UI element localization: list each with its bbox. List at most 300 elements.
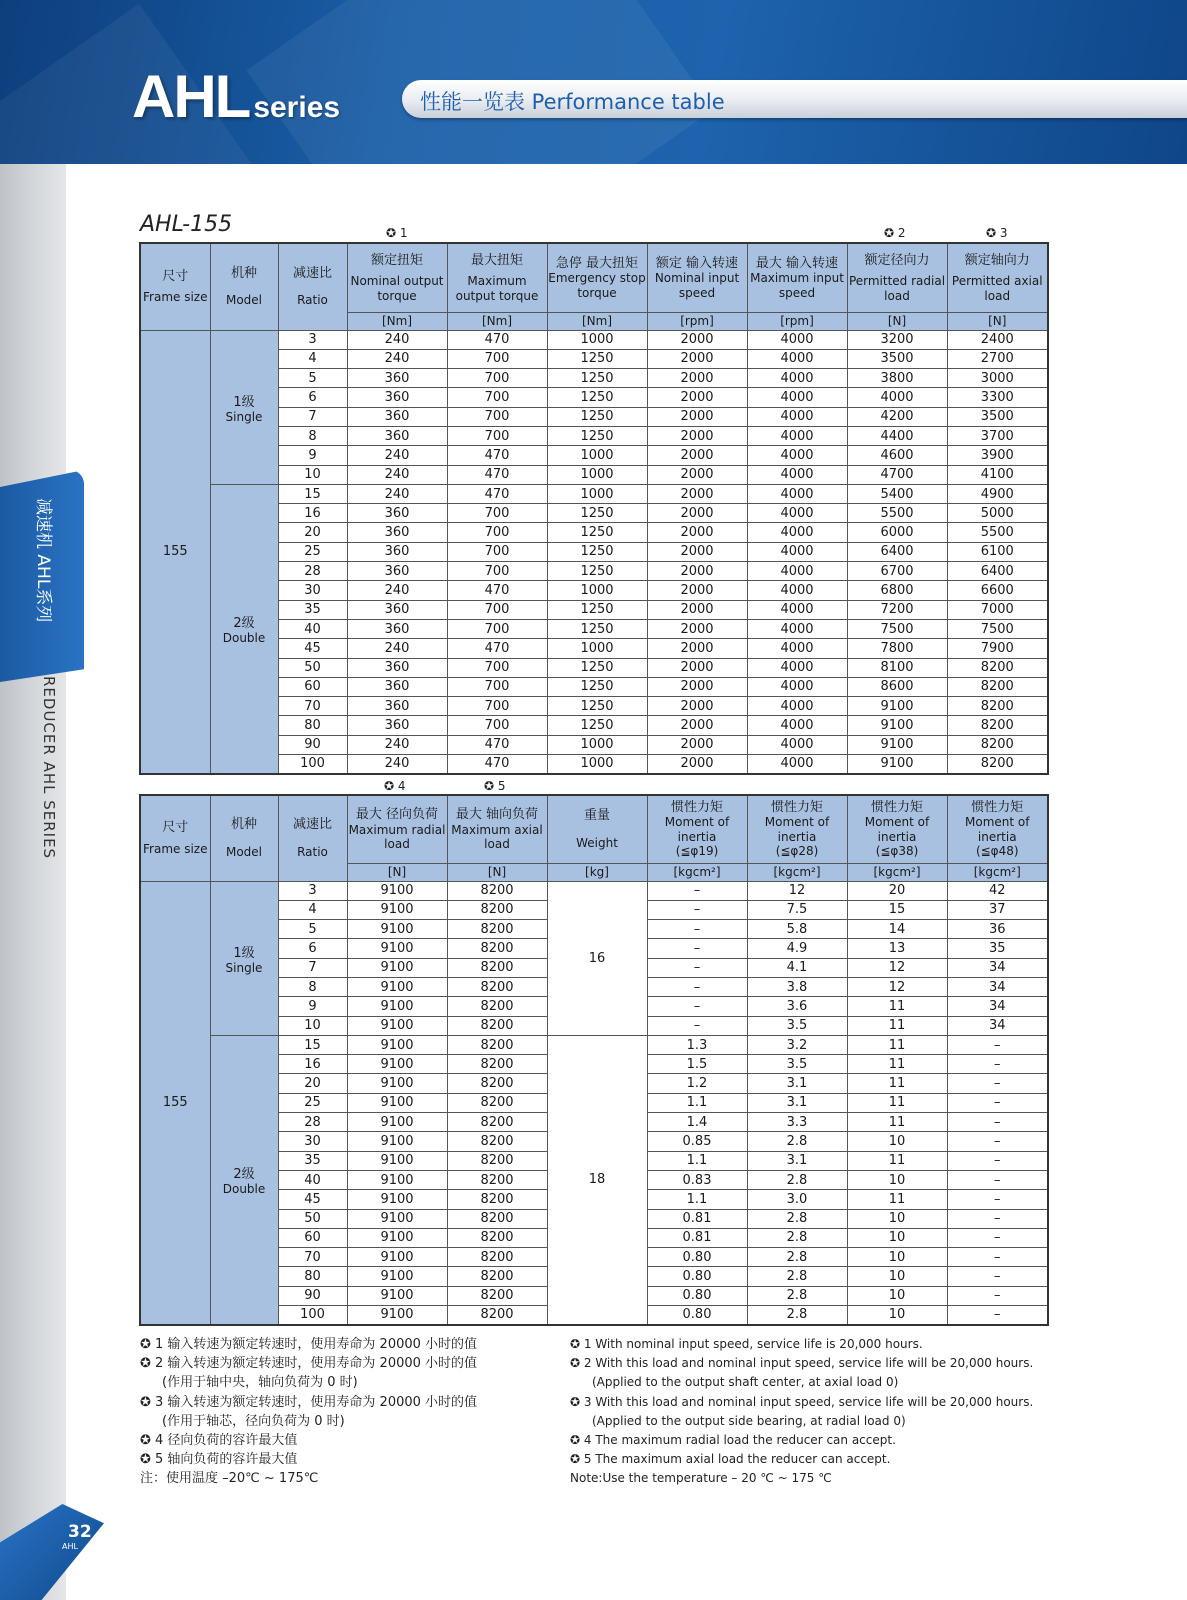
value-cell: 3500 — [947, 407, 1048, 426]
value-cell: 11 — [847, 1016, 947, 1035]
ratio-cell: 70 — [278, 1248, 347, 1267]
value-cell: 2000 — [647, 523, 747, 542]
side-strip-divider — [66, 164, 70, 1600]
value-cell: 0.80 — [647, 1267, 747, 1286]
value-cell: 8200 — [447, 1151, 547, 1170]
value-cell: 9100 — [347, 920, 447, 939]
value-cell: 2400 — [947, 330, 1048, 349]
value-cell: 8200 — [947, 755, 1048, 774]
value-cell: 11 — [847, 1151, 947, 1170]
value-cell: 4000 — [747, 388, 847, 407]
value-cell: 6700 — [847, 562, 947, 581]
value-cell: – — [947, 1267, 1048, 1286]
header-radial-load: 额定径向力 Permitted radial load — [847, 243, 947, 312]
ratio-cell: 20 — [278, 1074, 347, 1093]
ratio-cell: 16 — [278, 504, 347, 523]
header-inertia-19: 惯性力矩 Moment of inertia (≦φ19) — [647, 795, 747, 863]
value-cell: 2.8 — [747, 1267, 847, 1286]
ratio-cell: 25 — [278, 1093, 347, 1112]
value-cell: 4.1 — [747, 958, 847, 977]
value-cell: – — [947, 1113, 1048, 1132]
value-cell: – — [947, 1035, 1048, 1054]
ratio-cell: 28 — [278, 562, 347, 581]
ratio-cell: 40 — [278, 1170, 347, 1189]
value-cell: 3800 — [847, 369, 947, 388]
value-cell: 9100 — [347, 900, 447, 919]
value-cell: 1250 — [547, 677, 647, 696]
brand-suffix: series — [253, 91, 341, 124]
table-row — [140, 330, 1048, 349]
header-max-torque: 最大扭矩 Maximum output torque — [447, 243, 547, 312]
ratio-cell: 20 — [278, 523, 347, 542]
value-cell: 9100 — [847, 716, 947, 735]
value-cell: 1.3 — [647, 1035, 747, 1054]
ratio-cell: 8 — [278, 977, 347, 996]
unit-nominal-speed: [rpm] — [647, 312, 747, 330]
value-cell: 10 — [847, 1248, 947, 1267]
value-cell: 34 — [947, 997, 1048, 1016]
value-cell: 4000 — [747, 697, 847, 716]
ratio-cell: 45 — [278, 1190, 347, 1209]
model-label-zh: 1级 — [233, 945, 255, 961]
value-cell: 6800 — [847, 581, 947, 600]
value-cell: 4000 — [747, 581, 847, 600]
value-cell: 37 — [947, 900, 1048, 919]
value-cell: 8200 — [447, 977, 547, 996]
value-cell: 3500 — [847, 349, 947, 368]
value-cell: 1.1 — [647, 1190, 747, 1209]
ratio-cell: 16 — [278, 1055, 347, 1074]
value-cell: 3900 — [947, 446, 1048, 465]
value-cell: 11 — [847, 1055, 947, 1074]
ratio-cell: 4 — [278, 349, 347, 368]
ratio-cell: 45 — [278, 639, 347, 658]
header-max-radial-load: 最大 径向负荷 Maximum radial load — [347, 795, 447, 863]
note-en-2: ✪ 2 With this load and nominal input speed, service life will be 20,000 hours. — [570, 1356, 1034, 1371]
value-cell: 360 — [347, 677, 447, 696]
value-cell: 2000 — [647, 349, 747, 368]
value-cell: 7500 — [847, 619, 947, 638]
unit-max-speed: [rpm] — [747, 312, 847, 330]
value-cell: 470 — [447, 755, 547, 774]
model-label-en: Single — [225, 409, 263, 424]
value-cell: – — [647, 900, 747, 919]
value-cell: 9100 — [347, 1267, 447, 1286]
unit-inertia-48: [kgcm²] — [947, 863, 1048, 881]
ratio-cell: 30 — [278, 1132, 347, 1151]
value-cell: 3.5 — [747, 1016, 847, 1035]
header-emergency-torque: 急停 最大扭矩 Emergency stop torque — [547, 243, 647, 312]
value-cell: 10 — [847, 1132, 947, 1151]
value-cell: 700 — [447, 369, 547, 388]
value-cell: 4000 — [747, 349, 847, 368]
value-cell: 8200 — [447, 1074, 547, 1093]
value-cell: 1000 — [547, 639, 647, 658]
value-cell: 6600 — [947, 581, 1048, 600]
value-cell: 3200 — [847, 330, 947, 349]
value-cell: 1250 — [547, 426, 647, 445]
value-cell: 1250 — [547, 369, 647, 388]
value-cell: – — [647, 977, 747, 996]
ratio-cell: 6 — [278, 388, 347, 407]
value-cell: 4000 — [747, 619, 847, 638]
value-cell: 8200 — [947, 677, 1048, 696]
note-mark-4: ✪ 4 — [384, 779, 406, 793]
note-zh-2: ✪ 2 输入转速为额定转速时，使用寿命为 20000 小时的值 — [140, 1356, 478, 1372]
value-cell: 2000 — [647, 426, 747, 445]
value-cell: 1000 — [547, 484, 647, 503]
value-cell: 8200 — [447, 1113, 547, 1132]
value-cell: 7.5 — [747, 900, 847, 919]
page-series-label: AHL — [62, 1542, 78, 1551]
value-cell: 5.8 — [747, 920, 847, 939]
value-cell: 4700 — [847, 465, 947, 484]
value-cell: 2000 — [647, 658, 747, 677]
unit-max-radial-load: [N] — [347, 863, 447, 881]
performance-table-load-inertia — [139, 794, 1049, 1326]
model-label-en: Double — [222, 1182, 266, 1197]
value-cell: 4000 — [747, 716, 847, 735]
value-cell: 360 — [347, 504, 447, 523]
value-cell: 1.4 — [647, 1113, 747, 1132]
table-row — [140, 484, 1048, 503]
value-cell: – — [647, 939, 747, 958]
value-cell: 9100 — [847, 735, 947, 754]
value-cell: 4000 — [747, 446, 847, 465]
model-label-en: Double — [222, 631, 266, 646]
value-cell: 8200 — [447, 1286, 547, 1305]
value-cell: 10 — [847, 1170, 947, 1189]
note-zh-5: ✪ 5 轴向负荷的容许最大值 — [140, 1452, 298, 1468]
section-label-english: REDUCER AHL SERIES — [40, 676, 58, 860]
value-cell: 4.9 — [747, 939, 847, 958]
value-cell: 10 — [847, 1228, 947, 1247]
value-cell: 8200 — [447, 900, 547, 919]
value-cell: 11 — [847, 1093, 947, 1112]
ratio-cell: 8 — [278, 426, 347, 445]
ratio-cell: 60 — [278, 677, 347, 696]
value-cell: 240 — [347, 735, 447, 754]
value-cell: 2000 — [647, 369, 747, 388]
value-cell: 0.83 — [647, 1170, 747, 1189]
weight-cell-double: 18 — [547, 1035, 647, 1324]
value-cell: 8200 — [447, 939, 547, 958]
value-cell: 1.5 — [647, 1055, 747, 1074]
ratio-cell: 100 — [278, 755, 347, 774]
header-max-speed: 最大 输入转速 Maximum input speed — [747, 243, 847, 312]
value-cell: 3.1 — [747, 1093, 847, 1112]
value-cell: 4000 — [747, 639, 847, 658]
header-axial-load: 额定轴向力 Permitted axial load — [947, 243, 1048, 312]
value-cell: 240 — [347, 446, 447, 465]
value-cell: 2.8 — [747, 1228, 847, 1247]
value-cell: – — [947, 1093, 1048, 1112]
value-cell: 9100 — [347, 1093, 447, 1112]
value-cell: 8200 — [447, 1190, 547, 1209]
value-cell: 9100 — [347, 1035, 447, 1054]
value-cell: 4000 — [747, 426, 847, 445]
header-inertia-48: 惯性力矩 Moment of inertia (≦φ48) — [947, 795, 1048, 863]
value-cell: 470 — [447, 446, 547, 465]
value-cell: 3.0 — [747, 1190, 847, 1209]
value-cell: 11 — [847, 1074, 947, 1093]
note-zh-1: ✪ 1 输入转速为额定转速时，使用寿命为 20000 小时的值 — [140, 1337, 478, 1352]
value-cell: 2000 — [647, 330, 747, 349]
value-cell: 9100 — [847, 697, 947, 716]
value-cell: 12 — [747, 881, 847, 900]
unit-inertia-19: [kgcm²] — [647, 863, 747, 881]
value-cell: 0.81 — [647, 1228, 747, 1247]
value-cell: 360 — [347, 407, 447, 426]
value-cell: 15 — [847, 900, 947, 919]
value-cell: 1.1 — [647, 1151, 747, 1170]
unit-inertia-28: [kgcm²] — [747, 863, 847, 881]
value-cell: 6400 — [947, 562, 1048, 581]
value-cell: 4000 — [747, 369, 847, 388]
table1-header — [140, 243, 1048, 330]
value-cell: 1000 — [547, 581, 647, 600]
value-cell: – — [647, 920, 747, 939]
table2-header — [140, 795, 1048, 881]
title-pill — [402, 80, 1187, 118]
value-cell: 0.81 — [647, 1209, 747, 1228]
value-cell: 3.6 — [747, 997, 847, 1016]
value-cell: 10 — [847, 1286, 947, 1305]
value-cell: 2000 — [647, 755, 747, 774]
value-cell: 2000 — [647, 484, 747, 503]
header-banner — [0, 0, 1187, 164]
value-cell: 4000 — [747, 735, 847, 754]
note-en-2-detail: (Applied to the output shaft center, at axial load 0) — [592, 1375, 899, 1390]
value-cell: 240 — [347, 639, 447, 658]
unit-weight: [kg] — [547, 863, 647, 881]
value-cell: 700 — [447, 697, 547, 716]
value-cell: 700 — [447, 716, 547, 735]
value-cell: – — [947, 1209, 1048, 1228]
value-cell: 2000 — [647, 639, 747, 658]
note-en-5: ✪ 5 The maximum axial load the reducer can accept. — [570, 1452, 891, 1467]
note-mark-1: ✪ 1 — [386, 226, 408, 240]
value-cell: 13 — [847, 939, 947, 958]
value-cell: 8200 — [447, 958, 547, 977]
value-cell: 1.1 — [647, 1093, 747, 1112]
header-ratio: 减速比 Ratio — [278, 243, 347, 330]
value-cell: 1.2 — [647, 1074, 747, 1093]
value-cell: 3.2 — [747, 1035, 847, 1054]
header-ratio: 减速比 Ratio — [278, 795, 347, 881]
ratio-cell: 3 — [278, 881, 347, 900]
brand-name: AHL — [132, 63, 250, 130]
value-cell: 3.1 — [747, 1151, 847, 1170]
header-frame-size: 尺寸 Frame size — [140, 243, 210, 330]
value-cell: 700 — [447, 407, 547, 426]
value-cell: 12 — [847, 958, 947, 977]
note-en-4: ✪ 4 The maximum radial load the reducer can accept. — [570, 1433, 896, 1448]
value-cell: 4000 — [747, 465, 847, 484]
value-cell: 240 — [347, 755, 447, 774]
value-cell: – — [947, 1248, 1048, 1267]
value-cell: 8200 — [947, 658, 1048, 677]
value-cell: 4000 — [747, 407, 847, 426]
value-cell: 2000 — [647, 619, 747, 638]
ratio-cell: 50 — [278, 658, 347, 677]
value-cell: 1250 — [547, 716, 647, 735]
value-cell: 4200 — [847, 407, 947, 426]
value-cell: 700 — [447, 349, 547, 368]
model-label-zh: 2级 — [233, 616, 255, 632]
note-en-3: ✪ 3 With this load and nominal input speed, service life will be 20,000 hours. — [570, 1394, 1034, 1409]
value-cell: 10 — [847, 1306, 947, 1325]
value-cell: 240 — [347, 484, 447, 503]
value-cell: 9100 — [347, 1074, 447, 1093]
value-cell: 6000 — [847, 523, 947, 542]
value-cell: 8200 — [447, 1267, 547, 1286]
value-cell: 360 — [347, 542, 447, 561]
value-cell: 10 — [847, 1209, 947, 1228]
value-cell: 360 — [347, 619, 447, 638]
unit-radial-load: [N] — [847, 312, 947, 330]
value-cell: 360 — [347, 523, 447, 542]
value-cell: 2000 — [647, 446, 747, 465]
value-cell: 1250 — [547, 600, 647, 619]
model-cell-double — [210, 1035, 278, 1324]
value-cell: 3.5 — [747, 1055, 847, 1074]
value-cell: 2000 — [647, 716, 747, 735]
value-cell: – — [947, 1190, 1048, 1209]
value-cell: 8200 — [447, 920, 547, 939]
value-cell: 2000 — [647, 407, 747, 426]
value-cell: – — [947, 1055, 1048, 1074]
header-nominal-torque: 额定扭矩 Nominal output torque — [347, 243, 447, 312]
value-cell: 7900 — [947, 639, 1048, 658]
value-cell: 5400 — [847, 484, 947, 503]
value-cell: 34 — [947, 977, 1048, 996]
value-cell: 3.8 — [747, 977, 847, 996]
value-cell: 4000 — [747, 330, 847, 349]
value-cell: 470 — [447, 735, 547, 754]
note-mark-3: ✪ 3 — [986, 226, 1008, 240]
value-cell: 8600 — [847, 677, 947, 696]
value-cell: 1000 — [547, 465, 647, 484]
header-frame-size: 尺寸 Frame size — [140, 795, 210, 881]
value-cell: 9100 — [347, 1306, 447, 1325]
ratio-cell: 7 — [278, 958, 347, 977]
value-cell: 9100 — [347, 1248, 447, 1267]
value-cell: 11 — [847, 997, 947, 1016]
value-cell: 9100 — [347, 977, 447, 996]
value-cell: 1250 — [547, 504, 647, 523]
ratio-cell: 35 — [278, 1151, 347, 1170]
value-cell: 8200 — [447, 1228, 547, 1247]
value-cell: 9100 — [347, 997, 447, 1016]
value-cell: 9100 — [347, 1228, 447, 1247]
value-cell: 2.8 — [747, 1306, 847, 1325]
value-cell: 4600 — [847, 446, 947, 465]
value-cell: 8200 — [447, 1035, 547, 1054]
value-cell: 470 — [447, 639, 547, 658]
value-cell: 9100 — [347, 1170, 447, 1189]
value-cell: 20 — [847, 881, 947, 900]
value-cell: 360 — [347, 562, 447, 581]
weight-cell-single: 16 — [547, 881, 647, 1035]
value-cell: 5000 — [947, 504, 1048, 523]
note-en-3-detail: (Applied to the output side bearing, at radial load 0) — [592, 1413, 906, 1428]
value-cell: 4000 — [747, 542, 847, 561]
page-number: 32 — [68, 1522, 92, 1542]
model-cell-single — [210, 881, 278, 1035]
value-cell: – — [947, 1228, 1048, 1247]
value-cell: 6400 — [847, 542, 947, 561]
value-cell: 8200 — [947, 697, 1048, 716]
ratio-cell: 25 — [278, 542, 347, 561]
value-cell: 2000 — [647, 465, 747, 484]
value-cell: 7000 — [947, 600, 1048, 619]
value-cell: 2000 — [647, 677, 747, 696]
note-zh-3: ✪ 3 输入转速为额定转速时，使用寿命为 20000 小时的值 — [140, 1394, 478, 1410]
ratio-cell: 80 — [278, 1267, 347, 1286]
value-cell: – — [947, 1151, 1048, 1170]
value-cell: 8200 — [447, 1093, 547, 1112]
value-cell: 8200 — [447, 997, 547, 1016]
performance-table-torque — [139, 242, 1049, 775]
value-cell: 1000 — [547, 446, 647, 465]
ratio-cell: 70 — [278, 697, 347, 716]
value-cell: 9100 — [347, 1113, 447, 1132]
note-zh-3-detail: (作用于轴芯，径向负荷为 0 时) — [162, 1413, 345, 1429]
value-cell: 1000 — [547, 330, 647, 349]
note-zh-2-detail: (作用于轴中央，轴向负荷为 0 时) — [162, 1375, 358, 1391]
ratio-cell: 10 — [278, 465, 347, 484]
value-cell: 8200 — [447, 1170, 547, 1189]
value-cell: 2000 — [647, 697, 747, 716]
unit-nominal-torque: [Nm] — [347, 312, 447, 330]
value-cell: 700 — [447, 504, 547, 523]
ratio-cell: 6 — [278, 939, 347, 958]
value-cell: 12 — [847, 977, 947, 996]
value-cell: 2000 — [647, 562, 747, 581]
ratio-cell: 15 — [278, 484, 347, 503]
value-cell: 36 — [947, 920, 1048, 939]
value-cell: 360 — [347, 716, 447, 735]
value-cell: – — [947, 1306, 1048, 1325]
ratio-cell: 5 — [278, 920, 347, 939]
value-cell: 700 — [447, 600, 547, 619]
value-cell: 4000 — [747, 658, 847, 677]
ratio-cell: 50 — [278, 1209, 347, 1228]
value-cell: 0.80 — [647, 1306, 747, 1325]
section-tab-label: 减速机 AHL系列 — [33, 498, 53, 623]
value-cell: 2000 — [647, 735, 747, 754]
value-cell: 4000 — [747, 504, 847, 523]
ratio-cell: 9 — [278, 997, 347, 1016]
value-cell: 7200 — [847, 600, 947, 619]
header-weight: 重量 Weight — [547, 795, 647, 863]
value-cell: 700 — [447, 619, 547, 638]
value-cell: 9100 — [347, 1016, 447, 1035]
value-cell: 3700 — [947, 426, 1048, 445]
value-cell: 2.8 — [747, 1286, 847, 1305]
table2-body — [140, 881, 1048, 1325]
ratio-cell: 4 — [278, 900, 347, 919]
value-cell: 470 — [447, 330, 547, 349]
value-cell: 4000 — [747, 600, 847, 619]
value-cell: 4000 — [747, 484, 847, 503]
value-cell: 11 — [847, 1035, 947, 1054]
value-cell: 1250 — [547, 562, 647, 581]
value-cell: 360 — [347, 600, 447, 619]
ratio-cell: 35 — [278, 600, 347, 619]
unit-max-torque: [Nm] — [447, 312, 547, 330]
